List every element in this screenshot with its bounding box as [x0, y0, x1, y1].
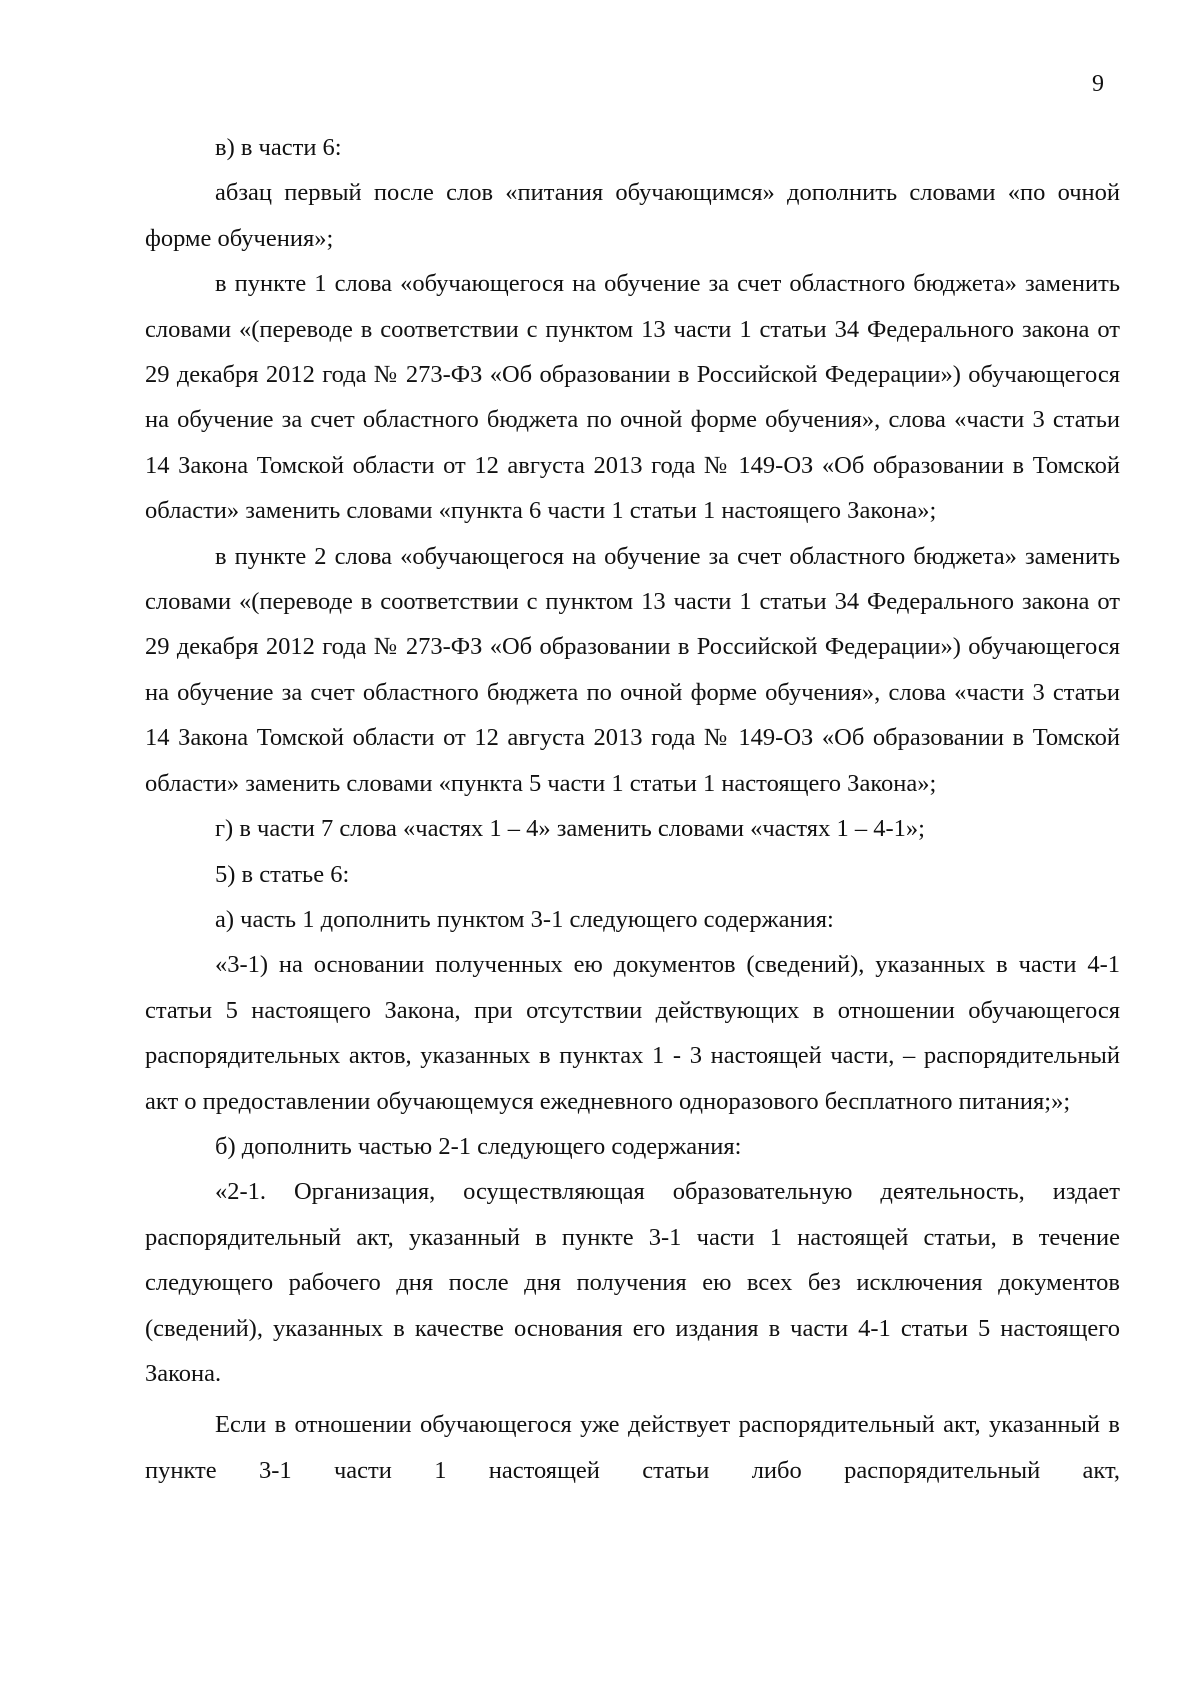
- paragraph: б) дополнить частью 2-1 следующего содержания:: [215, 1132, 742, 1160]
- document-body: [145, 125, 1120, 1493]
- paragraph: г) в части 7 слова «частях 1 – 4» заменить словами «частях 1 – 4-1»;: [215, 815, 925, 843]
- paragraph: а) часть 1 дополнить пунктом 3-1 следующего содержания:: [215, 905, 834, 933]
- paragraph: в) в части 6:: [215, 134, 342, 161]
- paragraph: в пункте 2 слова «обучающегося на обучение за счет областного бюджета» заменить словами «(переводе в соответствии с пунктом 13 части 1 статьи 34 Федерального закона от 29 декабря 2012 года № 273-ФЗ «Об образовании в Российской Федерации») обучающегося на обучение за счет областного бюджета по очной форме обучения», слова «части 3 статьи 14 Закона Томской области от 12 августа 2013 года № 149-ОЗ «Об образовании в Томской области» заменить словами «пункта 5 части 1 статьи 1 настоящего Закона»;: [145, 542, 1120, 797]
- paragraph: 5) в статье 6:: [215, 860, 350, 888]
- page-number: 9: [1092, 71, 1104, 97]
- paragraph: «2-1. Организация, осуществляющая образовательную деятельность, издает распорядительный акт, указанный в пункте 3-1 части 1 настоящей статьи, в течение следующего рабочего дня после дня получения ею всех без исключения документов (сведений), указанных в качестве основания его издания в части 4-1 статьи 5 настоящего Закона.: [145, 1178, 1120, 1387]
- paragraph: абзац первый после слов «питания обучающимся» дополнить словами «по очной форме обучения»;: [145, 179, 1120, 252]
- paragraph: «3-1) на основании полученных ею документов (сведений), указанных в части 4-1 статьи 5 настоящего Закона, при отсутствии действующих в отношении обучающегося распорядительных актов, указанных в пунктах 1 - 3 настоящей части, – распорядительный акт о предоставлении обучающемуся ежедневного одноразового бесплатного питания;»;: [145, 951, 1120, 1115]
- paragraph: в пункте 1 слова «обучающегося на обучение за счет областного бюджета» заменить словами «(переводе в соответствии с пунктом 13 части 1 статьи 34 Федерального закона от 29 декабря 2012 года № 273-ФЗ «Об образовании в Российской Федерации») обучающегося на обучение за счет областного бюджета по очной форме обучения», слова «части 3 статьи 14 Закона Томской области от 12 августа 2013 года № 149-ОЗ «Об образовании в Томской области» заменить словами «пункта 6 части 1 статьи 1 настоящего Закона»;: [145, 270, 1120, 525]
- paragraph: Если в отношении обучающегося уже действует распорядительный акт, указанный в пункте 3-1 части 1 настоящей статьи либо распорядительный акт,: [145, 1411, 1120, 1484]
